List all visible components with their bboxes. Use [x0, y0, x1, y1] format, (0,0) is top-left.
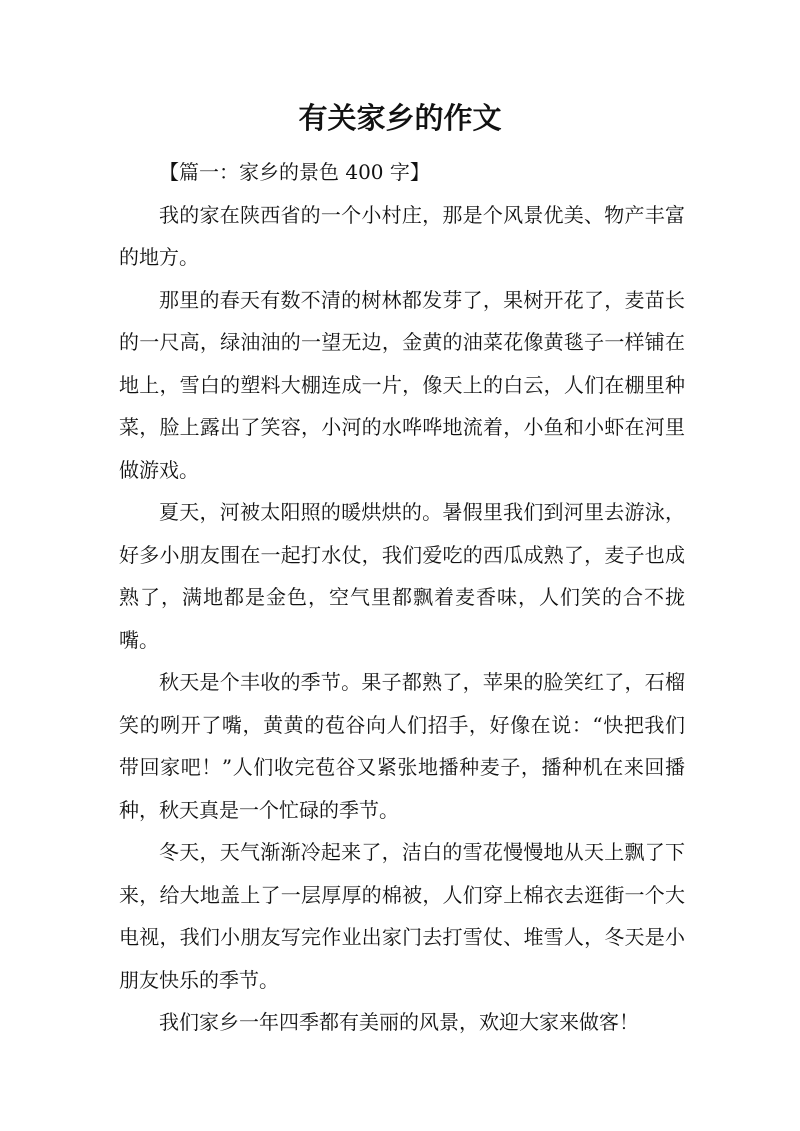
paragraph-spring: 那里的春天有数不清的树林都发芽了，果树开花了，麦苗长的一尺高，绿油油的一望无边，金黄的油菜花像黄毯子一样铺在地上，雪白的塑料大棚连成一片，像天上的白云，人们在棚里种菜，脸上露出了笑容，小河的水哗哗地流着，小鱼和小虾在河里做游戏。 [119, 287, 685, 482]
section-heading: 【篇一：家乡的景色 400 字】 [159, 160, 430, 184]
paragraph-summer: 夏天，河被太阳照的暖烘烘的。暑假里我们到河里去游泳，好多小朋友围在一起打水仗，我们爱吃的西瓜成熟了，麦子也成熟了，满地都是金色，空气里都飘着麦香味，人们笑的合不拢嘴。 [119, 500, 685, 652]
paragraph-winter: 冬天，天气渐渐冷起来了，洁白的雪花慢慢地从天上飘了下来，给大地盖上了一层厚厚的棉被，人们穿上棉衣去逛街一个大电视，我们小朋友写完作业出家门去打雪仗、堆雪人，冬天是小朋友快乐的季节。 [119, 840, 685, 992]
paragraph-conclusion: 我们家乡一年四季都有美丽的风景，欢迎大家来做客！ [159, 1010, 639, 1034]
paragraph-autumn: 秋天是个丰收的季节。果子都熟了，苹果的脸笑红了，石榴笑的咧开了嘴，黄黄的苞谷向人们招手，好像在说：“快把我们带回家吧！”人们收完苞谷又紧张地播种麦子，播种机在来回播种，秋天真是一个忙碌的季节。 [119, 670, 685, 822]
paragraph-intro: 我的家在陕西省的一个小村庄，那是个风景优美、物产丰富的地方。 [119, 202, 685, 269]
document-body [119, 151, 685, 1044]
document-title: 有关家乡的作文 [298, 101, 502, 135]
